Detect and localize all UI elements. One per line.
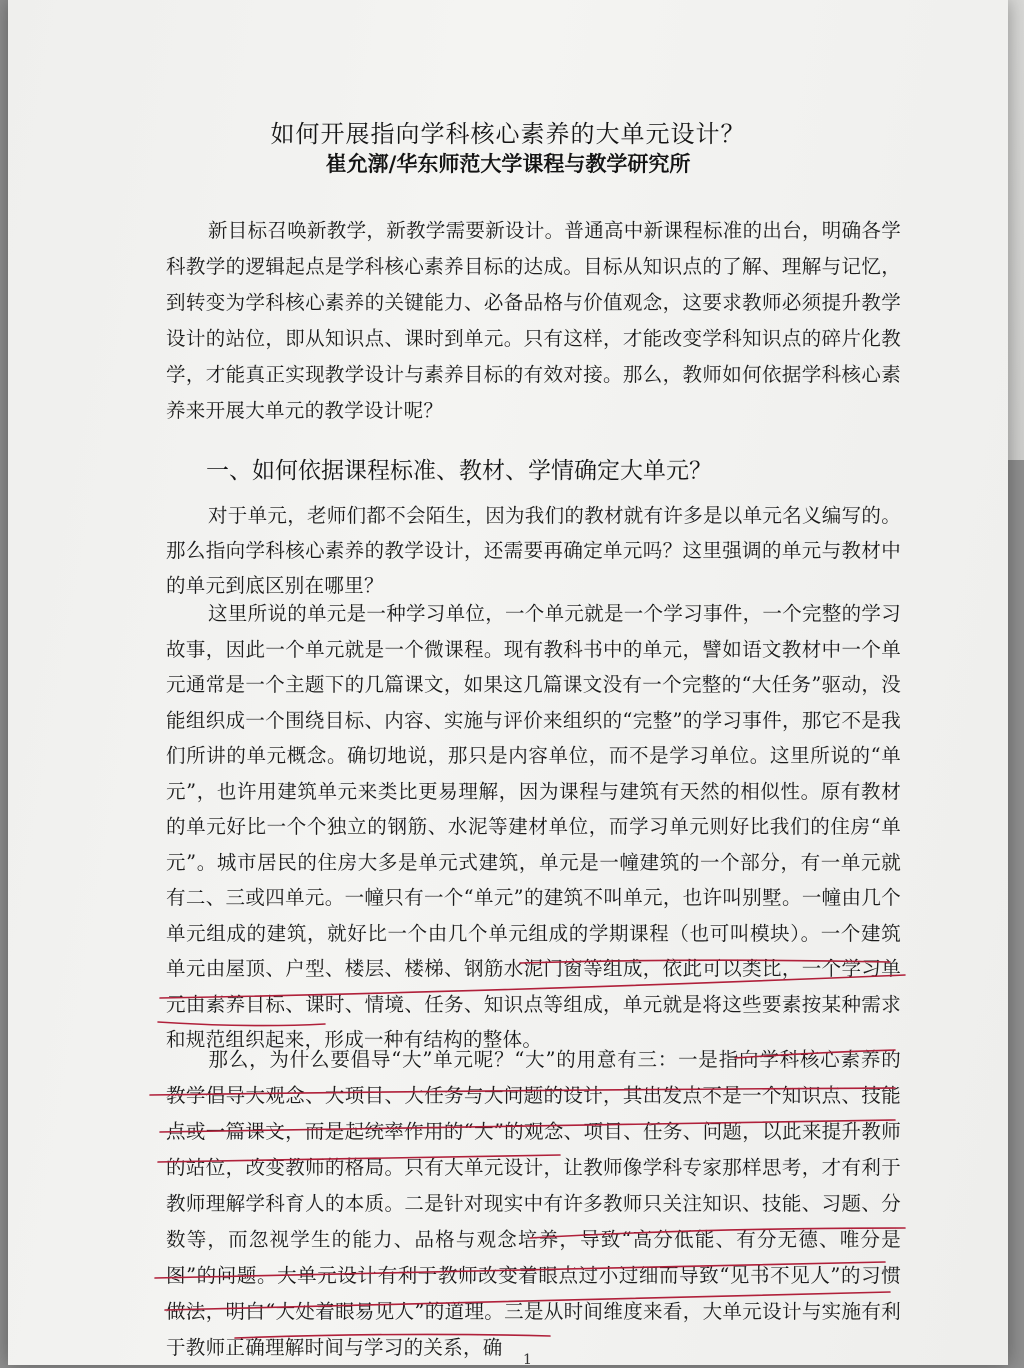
- section-heading: 一、如何依据课程标准、教材、学情确定大单元？: [206, 458, 712, 484]
- intro-paragraph: [166, 213, 901, 429]
- intro-text: 新目标召唤新教学，新教学需要新设计。普通高中新课程标准的出台，明确各学科教学的逻辑起点是学科核心素养目标的达成。目标从知识点的了解、理解与记忆，到转变为学科核心素养的关键能力、必备品格与价值观念，这要求教师必须提升教学设计的站位，即从知识点、课时到单元。只有这样，才能改变学科知识点的碎片化教学，才能真正实现教学设计与素养目标的有效对接。那么，教师如何依据学科核心素养来开展大单元的教学设计呢？: [166, 219, 902, 422]
- paragraph-text: 这里所说的单元是一种学习单位，一个单元就是一个学习事件，一个完整的学习故事，因此一个单元就是一个微课程。现有教科书中的单元，譬如语文教材中一个单元通常是一个主题下的几篇课文，如果这几篇课文没有一个完整的“大任务”驱动，没能组织成一个围绕目标、内容、实施与评价来组织的“完整”的学习事件，那它不是我们所讲的单元概念。确切地说，那只是内容单位，而不是学习单位。这里所说的“单元”，也许用建筑单元来类比更易理解，因为课程与建筑有天然的相似性。原有教材的单元好比一个个独立的钢筋、水泥等建材单位，而学习单元则好比我们的住房“单元”。城市居民的住房大多是单元式建筑，单元是一幢建筑的一个部分，有一单元就有二、三或四单元。一幢只有一个“单元”的建筑不叫单元，也许叫别墅。一幢由几个单元组成的建筑，就好比一个由几个单元组成的学期课程（也可叫模块）。一个建筑单元由屋顶、户型、楼层、楼梯、钢筋水泥门窗等组成，依此可以类比，一个学习单元由素养目标、课时、情境、任务、知识点等组成，单元就是将这些要素按某种需求和规范组织起来，形成一种有结构的整体。: [166, 602, 902, 1051]
- body-paragraph-3: [166, 1042, 901, 1366]
- paragraph-text: 对于单元，老师们都不会陌生，因为我们的教材就有许多是以单元名义编写的。那么指向学科核心素养的教学设计，还需要再确定单元吗？这里强调的单元与教材中的单元到底区别在哪里？: [166, 504, 902, 597]
- page-number: 1: [523, 1352, 532, 1368]
- body-paragraph-2: [166, 596, 901, 1058]
- paragraph-text: 那么，为什么要倡导“大”单元呢？“大”的用意有三：一是指向学科核心素养的教学倡导大观念、大项目、大任务与大问题的设计，其出发点不是一个知识点、技能点或一篇课文，而是起统率作用的“大”的观念、项目、任务、问题，以此来提升教师的站位，改变教师的格局。只有大单元设计，让教师像学科专家那样思考，才有利于教师理解学科育人的本质。二是针对现实中有许多教师只关注知识、技能、习题、分数等，而忽视学生的能力、品格与观念培养，导致“高分低能、有分无德、唯分是图”的问题。大单元设计有利于教师改变着眼点过小过细而导致“见书不见人”的习惯做法，明白“大处着眼易见人”的道理。三是从时间维度来看，大单元设计与实施有利于教师正确理解时间与学习的关系，确: [166, 1048, 901, 1359]
- document-title: 如何开展指向学科核心素养的大单元设计？: [270, 120, 746, 149]
- document-page: [8, 0, 1008, 1368]
- document-author: 崔允漷/华东师范大学课程与教学研究所: [325, 151, 691, 176]
- body-paragraph-1: [166, 498, 901, 603]
